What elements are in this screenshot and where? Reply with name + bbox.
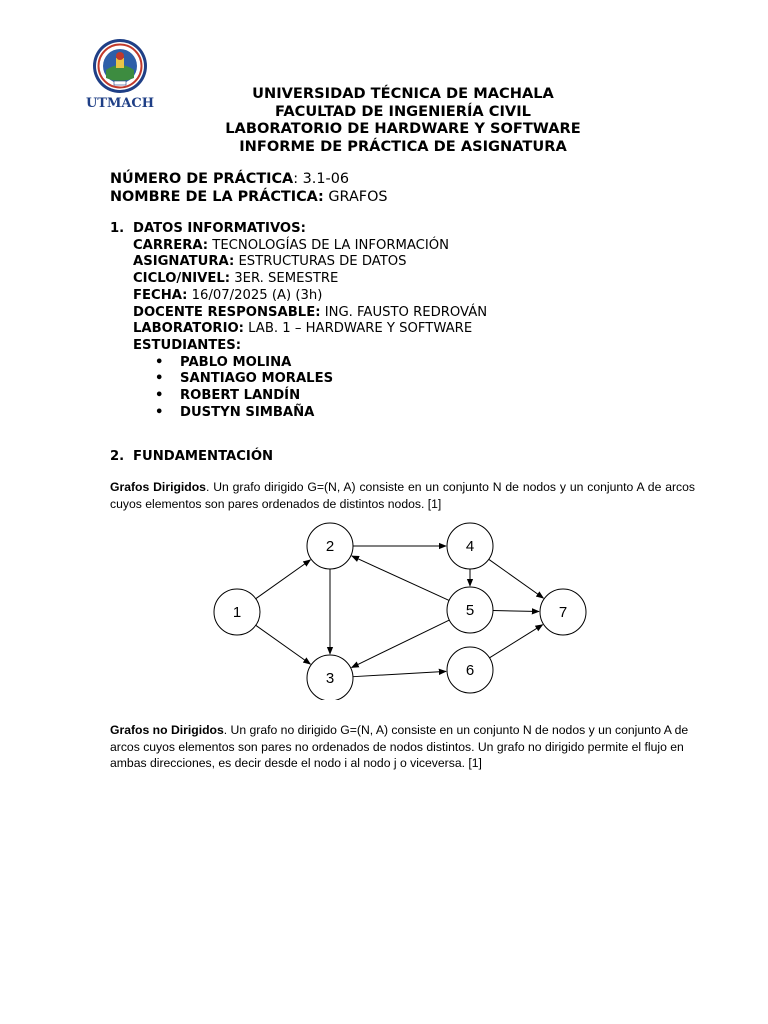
edge-1-3 — [256, 625, 311, 664]
edge-5-7 — [493, 610, 539, 611]
node-7 — [540, 589, 586, 635]
node-label: 7 — [558, 604, 568, 621]
node-label: 3 — [325, 670, 335, 687]
info-asignatura: ASIGNATURA: ESTRUCTURAS DE DATOS — [133, 254, 407, 270]
node-label: 5 — [465, 602, 475, 619]
info-carrera: CARRERA: TECNOLOGÍAS DE LA INFORMACIÓN — [133, 237, 450, 253]
info-laboratorio: LABORATORIO: LAB. 1 – HARDWARE Y SOFTWARE — [133, 321, 473, 337]
node-5 — [447, 587, 493, 633]
node-3 — [307, 655, 353, 700]
document-header — [138, 85, 668, 155]
report-title: INFORME DE PRÁCTICA DE ASIGNATURA — [239, 137, 567, 155]
paragraph-directed-graphs: Grafos Dirigidos. Un grafo dirigido G=(N, A) consiste en un conjunto N de nodos y un conjunto A de arcos cuyos elementos son pares ordenados de distintos nodos. [1] — [110, 480, 695, 511]
info-estudiantes: ESTUDIANTES: — [133, 337, 242, 353]
info-ciclo: CICLO/NIVEL: 3ER. SEMESTRE — [133, 271, 339, 287]
students-list — [110, 355, 487, 422]
edge-5-3 — [352, 620, 450, 667]
practice-info — [110, 170, 388, 206]
node-label: 6 — [465, 662, 475, 679]
edge-5-2 — [352, 556, 449, 600]
university-name: UNIVERSIDAD TÉCNICA DE MACHALA — [252, 85, 554, 102]
info-fecha: FECHA: 16/07/2025 (A) (3h) — [133, 287, 323, 303]
node-6 — [447, 647, 493, 693]
section-datos-informativos — [110, 221, 487, 421]
directed-graph-diagram — [205, 520, 595, 700]
node-label: 2 — [325, 538, 335, 555]
student-item: • SANTIAGO MORALES — [180, 371, 487, 388]
edge-3-6 — [353, 671, 446, 676]
edge-1-2 — [256, 560, 311, 599]
faculty-name: FACULTAD DE INGENIERÍA CIVIL — [275, 102, 531, 120]
logo-caption: UTMACH — [85, 96, 155, 111]
student-item: • PABLO MOLINA — [180, 355, 487, 372]
laboratory-name: LABORATORIO DE HARDWARE Y SOFTWARE — [225, 120, 581, 137]
node-4 — [447, 523, 493, 569]
section-2-title: 2. FUNDAMENTACIÓN — [110, 449, 274, 464]
edge-6-7 — [490, 625, 543, 658]
node-label: 4 — [465, 538, 475, 555]
info-docente: DOCENTE RESPONSABLE: ING. FAUSTO REDROVÁN — [133, 304, 488, 320]
student-item: • DUSTYN SIMBAÑA — [180, 405, 487, 422]
practice-number: NÚMERO DE PRÁCTICA: 3.1-06 — [110, 171, 350, 187]
section-1-title: 1. DATOS INFORMATIVOS: — [110, 221, 306, 236]
paragraph-undirected-graphs: Grafos no Dirigidos. Un grafo no dirigido G=(N, A) consiste en un conjunto N de nodos y un conjunto A de arcos cuyos elementos son pares no ordenados de nodos distintos. Un grafo no dirigido permite el flujo en ambas direcciones, es decir desde el nodo i al nodo j o viceversa. [1] — [110, 723, 689, 771]
edge-4-7 — [489, 559, 544, 598]
node-1 — [214, 589, 260, 635]
node-label: 1 — [232, 604, 242, 621]
student-item: • ROBERT LANDÍN — [180, 388, 487, 405]
node-2 — [307, 523, 353, 569]
graph-edges — [256, 546, 544, 677]
practice-name: NOMBRE DE LA PRÁCTICA: GRAFOS — [110, 189, 388, 205]
